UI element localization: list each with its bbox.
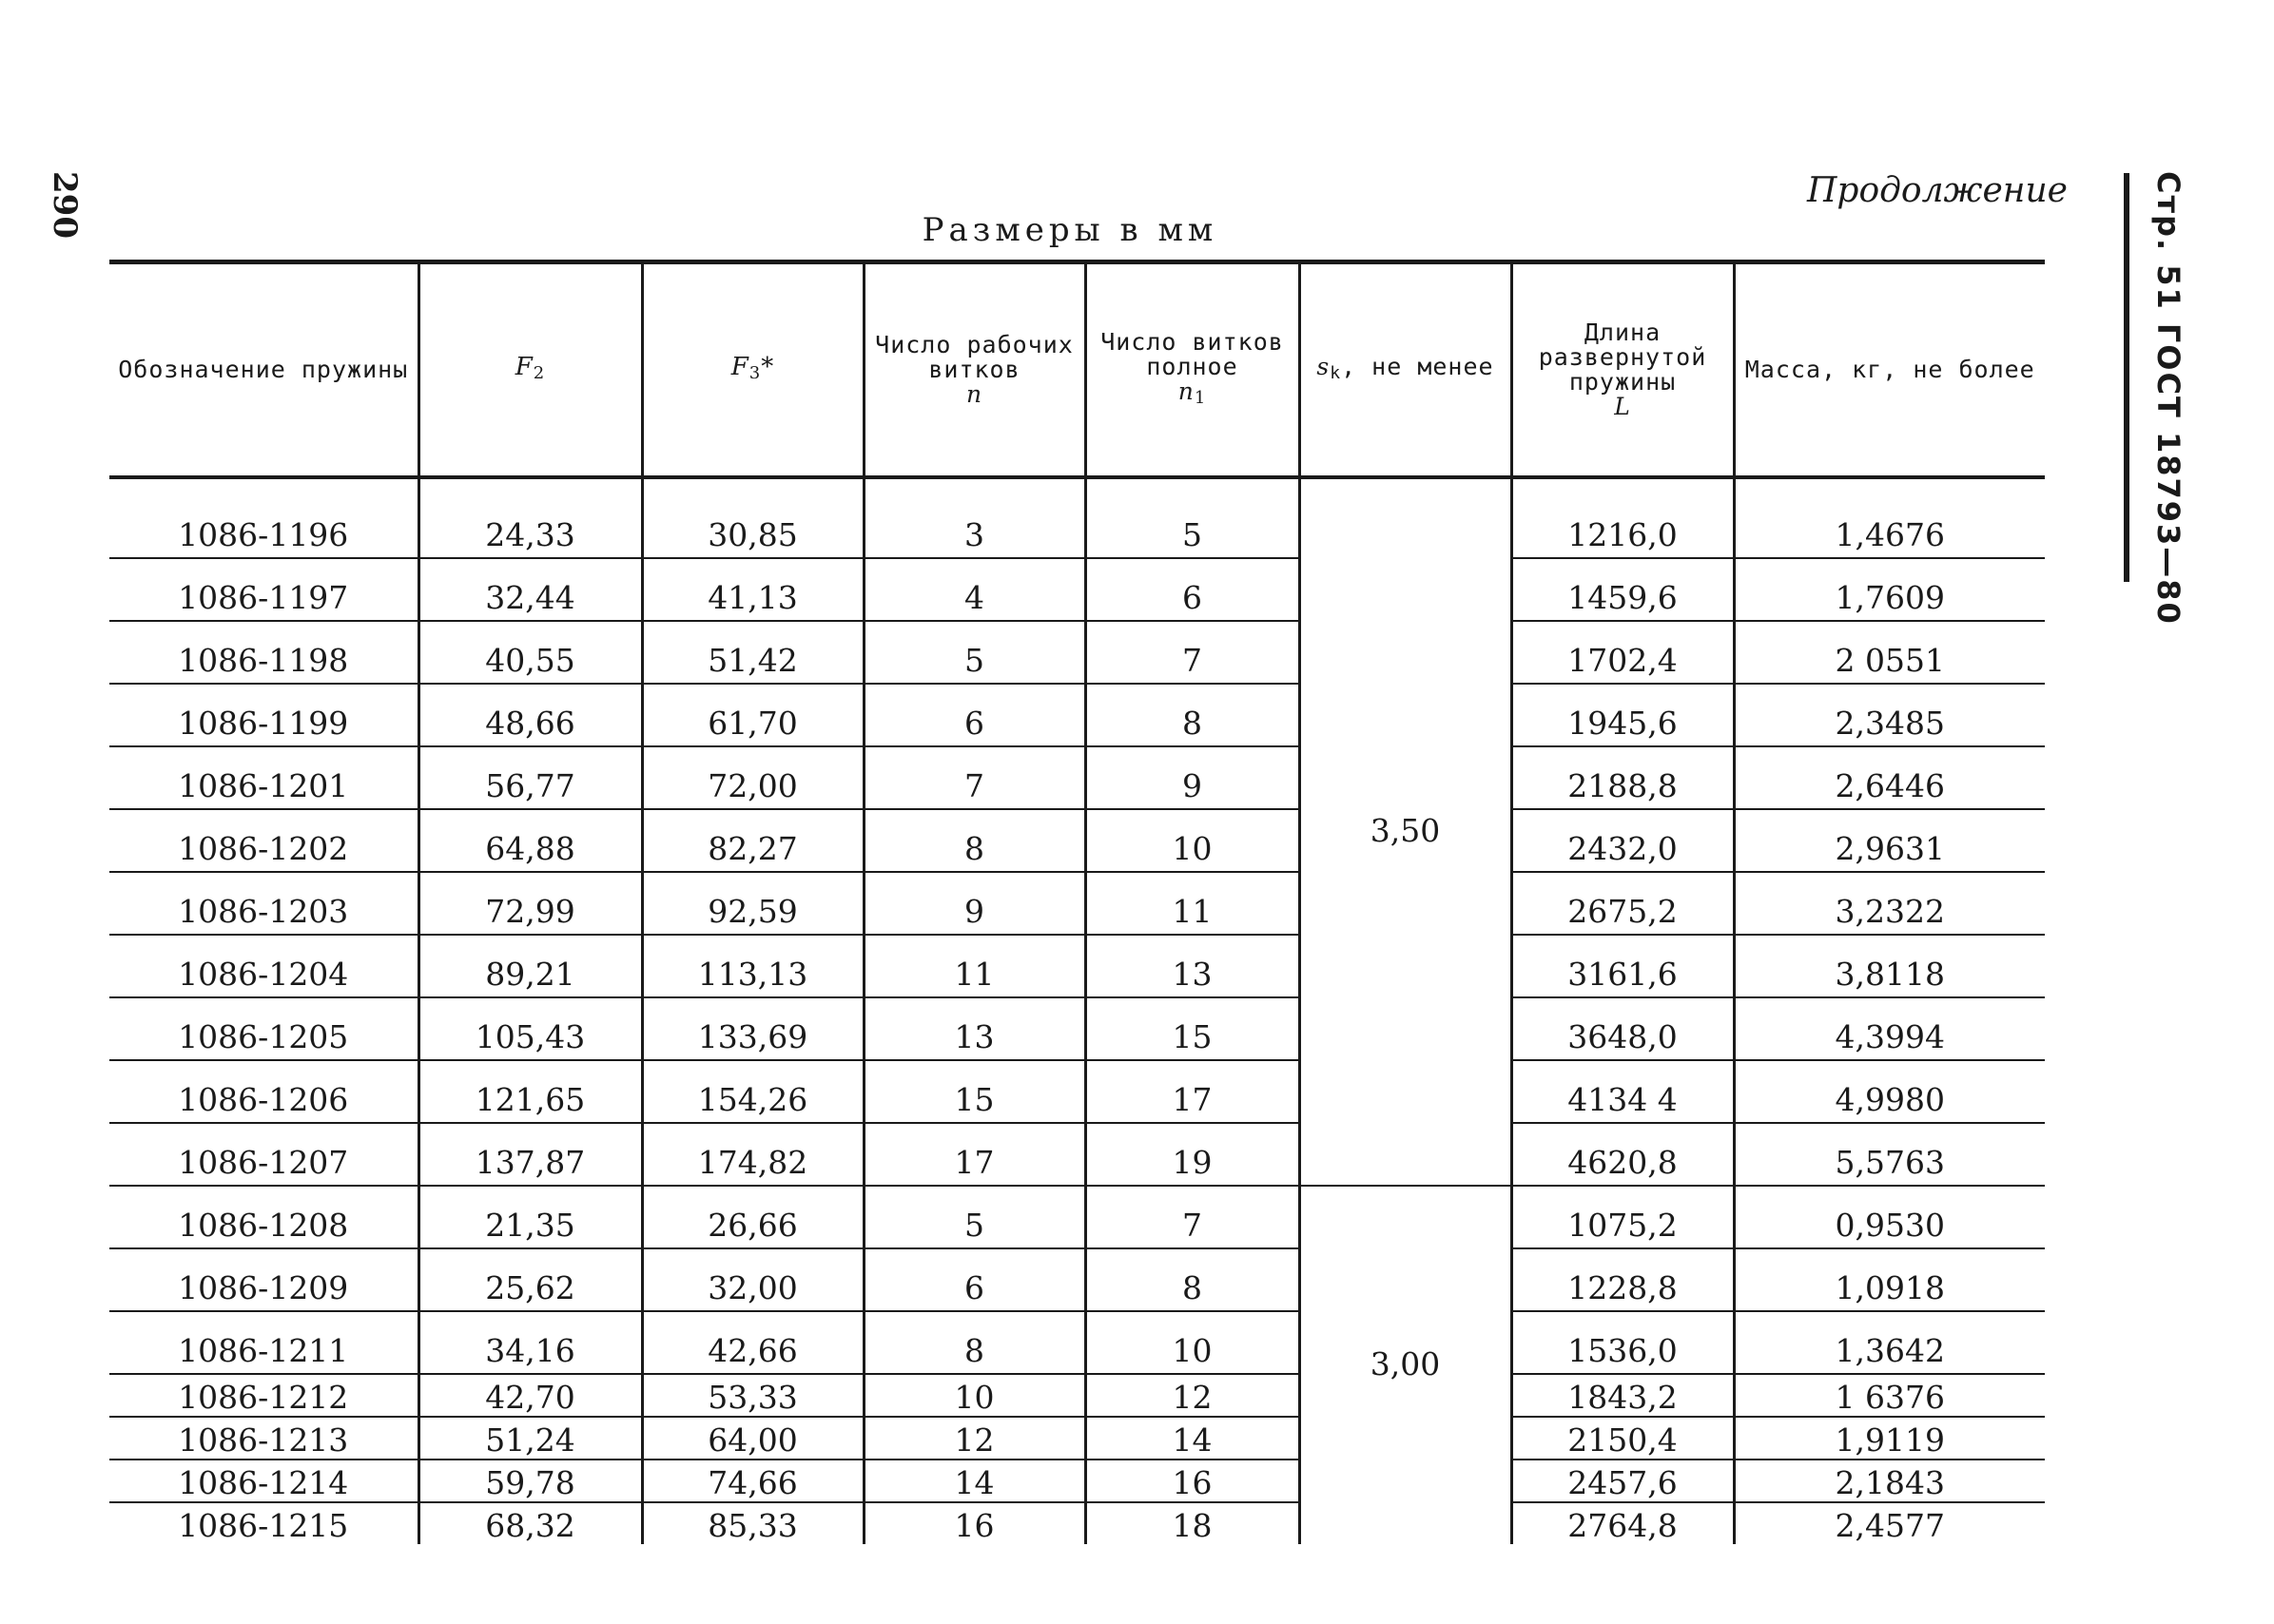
cell-n: 5 [864,621,1085,684]
cell-n: 7 [864,746,1085,809]
header-mass: Масса, кг, не более [1734,262,2045,478]
cell-n1: 10 [1085,1311,1299,1374]
table-row [109,1311,2045,1374]
cell-f2: 32,44 [418,558,642,621]
cell-n1: 6 [1085,558,1299,621]
cell-mass: 2,9631 [1734,809,2045,872]
cell-f3: 32,00 [642,1248,864,1311]
cell-n: 11 [864,935,1085,997]
header-working-coils: Число рабочих витков n [864,262,1085,478]
continuation-label: Продолжение [1807,171,2068,210]
table-row [109,1060,2045,1123]
table-row [109,997,2045,1060]
cell-n1: 19 [1085,1123,1299,1186]
cell-n: 16 [864,1502,1085,1544]
sk-group-cell: 3,50 [1299,477,1511,1186]
header-f2: $F_2$ [418,262,642,478]
cell-n: 5 [864,1186,1085,1248]
cell-L: 2432,0 [1511,809,1734,872]
cell-f3: 85,33 [642,1502,864,1544]
cell-designation: 1086-1198 [109,621,418,684]
cell-mass: 1 6376 [1734,1374,2045,1417]
header-length: Длина развернутой пружины L [1511,262,1734,478]
cell-f2: 59,78 [418,1460,642,1502]
cell-n1: 15 [1085,997,1299,1060]
cell-n: 8 [864,809,1085,872]
cell-designation: 1086-1206 [109,1060,418,1123]
cell-f2: 40,55 [418,621,642,684]
table-row [109,809,2045,872]
table-row [109,1460,2045,1502]
cell-L: 1536,0 [1511,1311,1734,1374]
cell-designation: 1086-1205 [109,997,418,1060]
cell-n: 6 [864,1248,1085,1311]
cell-n1: 5 [1085,477,1299,558]
cell-f3: 74,66 [642,1460,864,1502]
cell-L: 2764,8 [1511,1502,1734,1544]
cell-f3: 82,27 [642,809,864,872]
cell-designation: 1086-1207 [109,1123,418,1186]
cell-n1: 8 [1085,1248,1299,1311]
cell-mass: 2,4577 [1734,1502,2045,1544]
cell-designation: 1086-1209 [109,1248,418,1311]
cell-f2: 89,21 [418,935,642,997]
cell-f2: 48,66 [418,684,642,746]
side-header-rule [2124,173,2129,582]
cell-mass: 2,1843 [1734,1460,2045,1502]
cell-f2: 72,99 [418,872,642,935]
header-row [109,262,2045,478]
table-row [109,1248,2045,1311]
cell-f2: 68,32 [418,1502,642,1544]
cell-mass: 1,7609 [1734,558,2045,621]
page-number: 290 [46,171,84,239]
cell-f3: 154,26 [642,1060,864,1123]
cell-designation: 1086-1199 [109,684,418,746]
cell-f3: 92,59 [642,872,864,935]
cell-designation: 1086-1196 [109,477,418,558]
cell-n1: 11 [1085,872,1299,935]
table-row [109,558,2045,621]
cell-L: 4620,8 [1511,1123,1734,1186]
table-row [109,1417,2045,1460]
cell-n: 9 [864,872,1085,935]
sk-group-cell: 3,00 [1299,1186,1511,1544]
cell-f2: 105,43 [418,997,642,1060]
cell-n1: 9 [1085,746,1299,809]
cell-f3: 64,00 [642,1417,864,1460]
cell-designation: 1086-1215 [178,1507,349,1544]
cell-designation: 1086-1203 [109,872,418,935]
cell-mass: 2 0551 [1734,621,2045,684]
cell-designation: 1086-1213 [109,1417,418,1460]
cell-L: 1228,8 [1511,1248,1734,1311]
cell-L: 2188,8 [1511,746,1734,809]
cell-f3: 72,00 [642,746,864,809]
cell-n1: 13 [1085,935,1299,997]
cell-f2: 21,35 [418,1186,642,1248]
cell-f3: 30,85 [642,477,864,558]
cell-mass: 2,3485 [1734,684,2045,746]
cell-f2: 24,33 [418,477,642,558]
cell-L: 1216,0 [1511,477,1734,558]
header-sk: $s_k$, не менее [1299,262,1511,478]
cell-mass: 0,9530 [1734,1186,2045,1248]
cell-L: 2457,6 [1511,1460,1734,1502]
cell-f2: 64,88 [418,809,642,872]
table-row [109,1374,2045,1417]
cell-f3: 51,42 [642,621,864,684]
cell-f3: 61,70 [642,684,864,746]
cell-mass: 5,5763 [1734,1123,2045,1186]
cell-n1: 16 [1085,1460,1299,1502]
cell-mass: 1,0918 [1734,1248,2045,1311]
cell-mass: 4,3994 [1734,997,2045,1060]
cell-n1: 17 [1085,1060,1299,1123]
cell-L: 2150,4 [1511,1417,1734,1460]
cell-n: 6 [864,684,1085,746]
cell-n: 14 [864,1460,1085,1502]
cell-n: 4 [864,558,1085,621]
cell-designation: 1086-1212 [109,1374,418,1417]
cell-L: 1945,6 [1511,684,1734,746]
cell-n1: 18 [1085,1502,1299,1544]
cell-n1: 8 [1085,684,1299,746]
table-row [109,1502,2045,1544]
cell-mass: 3,2322 [1734,872,2045,935]
cell-f2: 34,16 [418,1311,642,1374]
table-row [109,1123,2045,1186]
cell-designation: 1086-1208 [109,1186,418,1248]
cell-L: 1459,6 [1511,558,1734,621]
cell-f3: 133,69 [642,997,864,1060]
cell-designation: 1086-1214 [109,1460,418,1502]
cell-f3: 53,33 [642,1374,864,1417]
cell-n1: 7 [1085,1186,1299,1248]
table-row [109,477,2045,558]
cell-designation: 1086-1201 [109,746,418,809]
cell-f2: 121,65 [418,1060,642,1123]
table-row [109,872,2045,935]
cell-mass: 2,6446 [1734,746,2045,809]
cell-f2: 137,87 [418,1123,642,1186]
cell-n: 10 [864,1374,1085,1417]
cell-L: 1702,4 [1511,621,1734,684]
cell-n: 15 [864,1060,1085,1123]
cell-mass: 1,4676 [1734,477,2045,558]
cell-designation: 1086-1202 [109,809,418,872]
cell-L: 3648,0 [1511,997,1734,1060]
cell-f2: 42,70 [418,1374,642,1417]
cell-designation: 1086-1204 [109,935,418,997]
spring-spec-table [109,260,2045,1544]
cell-L: 1075,2 [1511,1186,1734,1248]
units-title: Размеры в мм [922,211,1218,249]
cell-designation: 1086-1197 [109,558,418,621]
cell-f3: 26,66 [642,1186,864,1248]
cell-designation: 1086-1211 [109,1311,418,1374]
header-designation: Обозначение пружины [109,262,418,478]
cell-n1: 10 [1085,809,1299,872]
cell-f2: 51,24 [418,1417,642,1460]
cell-mass: 3,8118 [1734,935,2045,997]
table-row [109,684,2045,746]
cell-f2: 56,77 [418,746,642,809]
cell-mass: 1,3642 [1734,1311,2045,1374]
cell-n: 3 [864,477,1085,558]
cell-f3: 113,13 [642,935,864,997]
table-row [109,935,2045,997]
cell-f3: 42,66 [642,1311,864,1374]
cell-n1: 14 [1085,1417,1299,1460]
table-row [109,746,2045,809]
header-total-coils: Число витков полное $n_1$ [1085,262,1299,478]
cell-f3: 174,82 [642,1123,864,1186]
cell-n: 13 [864,997,1085,1060]
cell-n: 8 [864,1311,1085,1374]
cell-L: 3161,6 [1511,935,1734,997]
cell-n1: 12 [1085,1374,1299,1417]
table-row [109,621,2045,684]
cell-n1: 7 [1085,621,1299,684]
cell-L: 4134 4 [1511,1060,1734,1123]
table-row [109,1186,2045,1248]
cell-f2: 25,62 [418,1248,642,1311]
cell-f3: 41,13 [642,558,864,621]
cell-L: 2675,2 [1511,872,1734,935]
cell-n: 12 [864,1417,1085,1460]
cell-n: 17 [864,1123,1085,1186]
cell-L: 1843,2 [1511,1374,1734,1417]
header-f3: $F_3*$ [642,262,864,478]
cell-mass: 4,9980 [1734,1060,2045,1123]
cell-mass: 1,9119 [1734,1417,2045,1460]
side-header [2140,171,2197,626]
side-header-text: Стр. 51 ГОСТ 18793—80 [2150,171,2187,626]
